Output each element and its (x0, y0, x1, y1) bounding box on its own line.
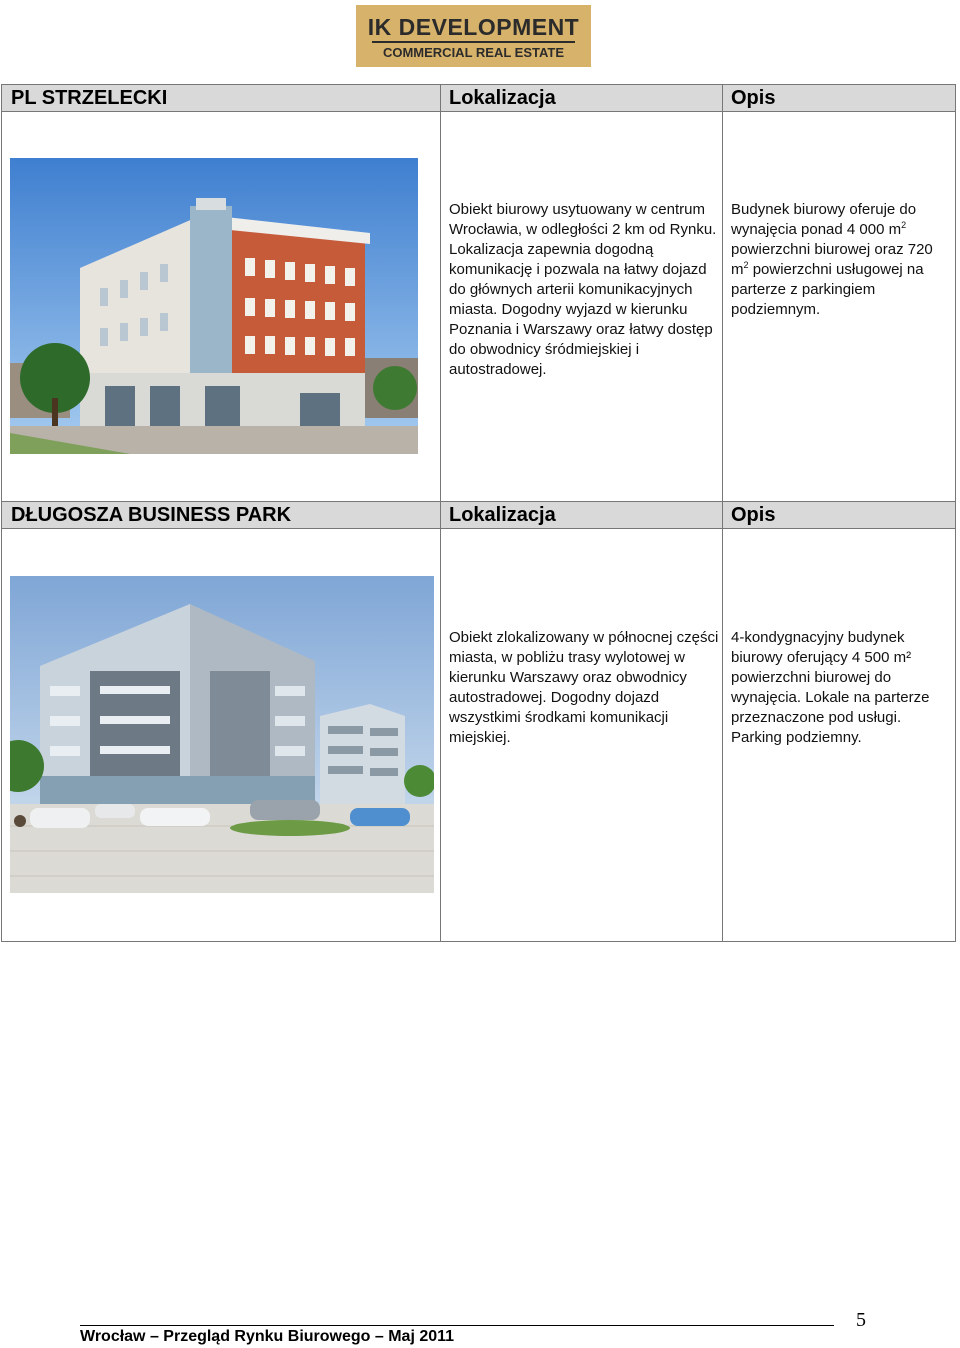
location-header: Lokalizacja (449, 504, 556, 526)
description-text (731, 200, 951, 320)
logo-rule (372, 41, 575, 43)
building-illustration (10, 158, 418, 454)
description-part: powierzchni usługowej na parterze z parkingiem podziemnym. (731, 261, 924, 318)
property-title: PL STRZELECKI (11, 87, 168, 109)
building-photo (10, 158, 418, 454)
location-header: Lokalizacja (449, 87, 556, 109)
building-illustration (10, 576, 434, 893)
logo-line2: COMMERCIAL REAL ESTATE (382, 45, 565, 60)
description-part: Budynek biurowy oferuje do wynajęcia ponad 4 000 m (731, 201, 917, 238)
property-table-strzelecki (1, 84, 956, 503)
description-text: 4-kondygnacyjny budynek biurowy oferujący 4 500 m² powierzchni biurowej do wynajęcia. Lokale na parterze przeznaczone pod usługi. Parking podziemny. (731, 629, 930, 746)
superscript: 2 (743, 260, 749, 270)
description-header: Opis (731, 87, 776, 109)
property-title: DŁUGOSZA BUSINESS PARK (11, 504, 292, 526)
column-divider (440, 502, 441, 941)
superscript: 2 (901, 220, 907, 230)
logo-line1: IK DEVELOPMENT (367, 14, 580, 40)
footer-title: Wrocław – Przegląd Rynku Biurowego – Maj 2011 (80, 1328, 455, 1345)
property-table-dlugosza (1, 501, 956, 942)
location-text: Obiekt zlokalizowany w północnej części miasta, w pobliżu trasy wylotowej w kierunku Warszawy oraz obwodnicy autostradowej. Dogodny dojazd wszystkimi środkami komunikacji miejskiej. (449, 629, 719, 746)
page-number: 5 (856, 1309, 866, 1331)
column-divider (440, 85, 441, 502)
company-logo (356, 5, 591, 67)
description-header: Opis (731, 504, 776, 526)
building-photo (10, 576, 434, 893)
description-part: powierzchni biurowej oraz 720 m (731, 241, 933, 278)
location-text: Obiekt biurowy usytuowany w centrum Wrocławia, w odległości 2 km od Rynku. Lokalizacja zapewnia dogodną komunikację i pozwala na łatwy dojazd do głównych arterii komunikacyjnych miasta. Dogodny wyjazd w kierunku Poznania i Warszawy oraz łatwy dostęp do obwodnicy śródmiejskiej i autostradowej. (449, 201, 717, 378)
footer-rule (80, 1325, 834, 1326)
column-divider (722, 85, 723, 502)
column-divider (722, 502, 723, 941)
